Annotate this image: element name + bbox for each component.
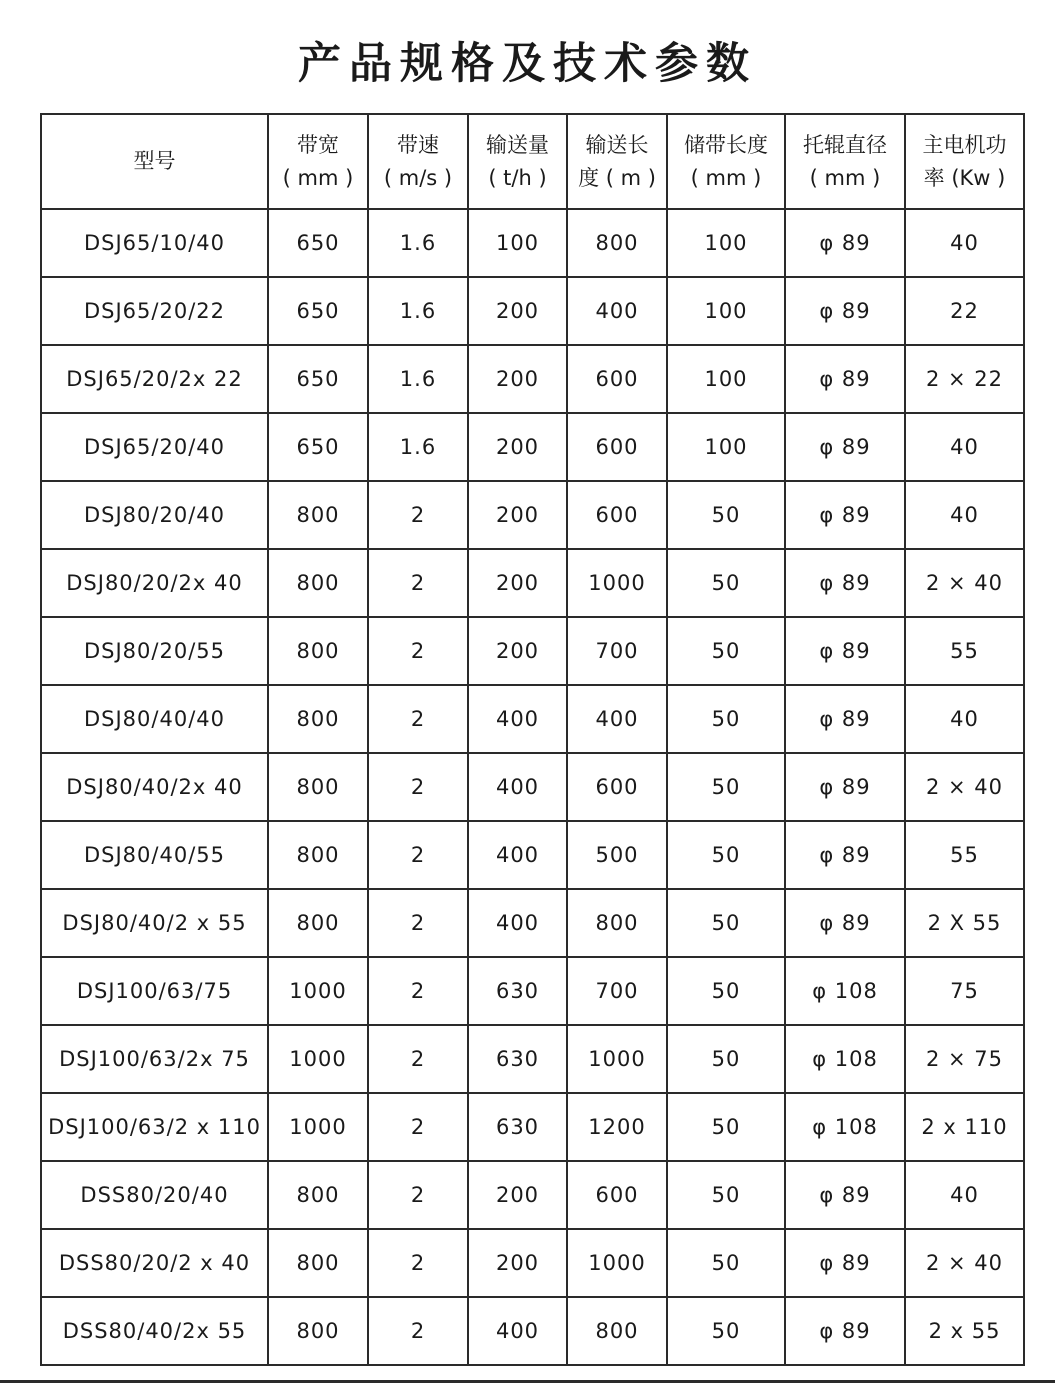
table-cell: 1000 — [567, 1229, 667, 1297]
table-row — [41, 685, 1024, 753]
table-cell: 50 — [667, 1093, 785, 1161]
model-cell: DSJ100/63/2x 75 — [41, 1025, 268, 1093]
column-header — [368, 114, 468, 209]
table-cell: 800 — [268, 1297, 368, 1365]
table-cell: 600 — [567, 1161, 667, 1229]
page-title: 产品规格及技术参数 — [298, 39, 757, 89]
table-row — [41, 413, 1024, 481]
table-cell: 800 — [268, 889, 368, 957]
table-cell: φ 108 — [785, 957, 905, 1025]
table-cell: 800 — [268, 753, 368, 821]
model-cell: DSJ80/40/2 x 55 — [41, 889, 268, 957]
table-cell: 2 — [368, 1297, 468, 1365]
spec-table — [40, 113, 1025, 1366]
table-cell: φ 89 — [785, 549, 905, 617]
column-header-line1: 带速 — [397, 132, 439, 157]
table-cell: 650 — [268, 345, 368, 413]
model-cell: DSJ80/40/2x 40 — [41, 753, 268, 821]
table-cell: 2 — [368, 685, 468, 753]
table-cell: 2 — [368, 821, 468, 889]
table-cell: 2 — [368, 1161, 468, 1229]
table-cell: 400 — [567, 685, 667, 753]
table-cell: 200 — [468, 481, 567, 549]
table-cell: 1000 — [567, 1025, 667, 1093]
table-cell: φ 89 — [785, 753, 905, 821]
column-header-line2: ( m/s ) — [383, 165, 453, 190]
table-cell: 50 — [667, 1229, 785, 1297]
table-cell: 630 — [468, 1025, 567, 1093]
table-row — [41, 549, 1024, 617]
model-cell: DSJ100/63/75 — [41, 957, 268, 1025]
table-cell: 1.6 — [368, 413, 468, 481]
table-row — [41, 209, 1024, 277]
table-cell: 50 — [667, 1161, 785, 1229]
table-cell: 50 — [667, 753, 785, 821]
table-cell: 1200 — [567, 1093, 667, 1161]
table-cell: 630 — [468, 1093, 567, 1161]
table-cell: 800 — [567, 889, 667, 957]
model-cell: DSJ80/20/40 — [41, 481, 268, 549]
table-cell: 400 — [468, 889, 567, 957]
table-cell: 200 — [468, 345, 567, 413]
table-cell: φ 108 — [785, 1093, 905, 1161]
column-header — [468, 114, 567, 209]
table-cell: 40 — [905, 685, 1024, 753]
table-cell: 2 — [368, 617, 468, 685]
table-cell: 2 — [368, 957, 468, 1025]
table-cell: 1000 — [268, 957, 368, 1025]
table-cell: 2 — [368, 481, 468, 549]
table-cell: 50 — [667, 1297, 785, 1365]
table-cell: 400 — [567, 277, 667, 345]
table-cell: 50 — [667, 685, 785, 753]
table-cell: 50 — [667, 481, 785, 549]
table-row — [41, 277, 1024, 345]
table-cell: 55 — [905, 617, 1024, 685]
table-cell: 100 — [667, 209, 785, 277]
table-cell: 650 — [268, 209, 368, 277]
table-cell: 1000 — [268, 1093, 368, 1161]
table-cell: 2 — [368, 1093, 468, 1161]
table-cell: 2 — [368, 549, 468, 617]
table-row — [41, 617, 1024, 685]
table-cell: 800 — [268, 1229, 368, 1297]
table-cell: 200 — [468, 413, 567, 481]
model-cell: DSJ65/20/22 — [41, 277, 268, 345]
table-row — [41, 345, 1024, 413]
table-row — [41, 1025, 1024, 1093]
table-cell: 200 — [468, 1229, 567, 1297]
table-cell: 700 — [567, 957, 667, 1025]
table-cell: φ 89 — [785, 209, 905, 277]
table-cell: 600 — [567, 345, 667, 413]
table-header-row — [41, 114, 1024, 209]
table-cell: 700 — [567, 617, 667, 685]
column-header-line2: ( mm ) — [690, 165, 762, 190]
table-cell: 55 — [905, 821, 1024, 889]
table-cell: φ 89 — [785, 345, 905, 413]
column-header — [785, 114, 905, 209]
table-cell: 1.6 — [368, 277, 468, 345]
table-cell: 40 — [905, 209, 1024, 277]
table-cell: 100 — [468, 209, 567, 277]
table-cell: 2 × 40 — [905, 549, 1024, 617]
column-header-line1: 主电机功 — [922, 132, 1007, 157]
table-cell: 600 — [567, 481, 667, 549]
table-cell: 630 — [468, 957, 567, 1025]
table-cell: 22 — [905, 277, 1024, 345]
table-cell: φ 89 — [785, 1161, 905, 1229]
table-cell: 400 — [468, 821, 567, 889]
table-cell: 200 — [468, 617, 567, 685]
table-cell: 800 — [567, 1297, 667, 1365]
table-cell: 800 — [567, 209, 667, 277]
column-header-line1: 型号 — [133, 149, 176, 173]
table-cell: 500 — [567, 821, 667, 889]
table-cell: 2 × 22 — [905, 345, 1024, 413]
model-cell: DSS80/40/2x 55 — [41, 1297, 268, 1365]
table-cell: φ 89 — [785, 1297, 905, 1365]
table-cell: 100 — [667, 277, 785, 345]
table-cell: φ 108 — [785, 1025, 905, 1093]
column-header-line2: ( t/h ) — [488, 165, 547, 190]
table-cell: 600 — [567, 753, 667, 821]
column-header-line2: 度 ( m ) — [578, 165, 656, 190]
column-header-line1: 输送长 — [585, 132, 649, 157]
column-header-line1: 输送量 — [486, 132, 549, 157]
table-cell: 650 — [268, 277, 368, 345]
table-row — [41, 889, 1024, 957]
table-cell: φ 89 — [785, 481, 905, 549]
model-cell: DSJ100/63/2 x 110 — [41, 1093, 268, 1161]
column-header — [567, 114, 667, 209]
table-cell: 1000 — [567, 549, 667, 617]
table-cell: 2 × 40 — [905, 753, 1024, 821]
table-cell: 40 — [905, 1161, 1024, 1229]
model-cell: DSJ80/40/55 — [41, 821, 268, 889]
model-cell: DSJ80/20/2x 40 — [41, 549, 268, 617]
column-header-line1: 托辊直径 — [803, 132, 887, 157]
table-cell: 600 — [567, 413, 667, 481]
table-cell: 200 — [468, 277, 567, 345]
table-cell: 2 × 40 — [905, 1229, 1024, 1297]
column-header — [268, 114, 368, 209]
table-cell: φ 89 — [785, 685, 905, 753]
table-row — [41, 1161, 1024, 1229]
model-cell: DSJ65/20/40 — [41, 413, 268, 481]
model-cell: DSJ80/40/40 — [41, 685, 268, 753]
table-cell: φ 89 — [785, 277, 905, 345]
table-cell: φ 89 — [785, 889, 905, 957]
table-cell: 2 — [368, 1025, 468, 1093]
table-cell: 50 — [667, 957, 785, 1025]
column-header — [667, 114, 785, 209]
table-cell: φ 89 — [785, 1229, 905, 1297]
table-cell: φ 89 — [785, 617, 905, 685]
column-header-line1: 储带长度 — [684, 132, 768, 157]
model-cell: DSJ65/10/40 — [41, 209, 268, 277]
column-header-line1: 带宽 — [297, 132, 339, 157]
model-cell: DSJ65/20/2x 22 — [41, 345, 268, 413]
table-row — [41, 1229, 1024, 1297]
table-cell: 2 x 110 — [905, 1093, 1024, 1161]
table-row — [41, 481, 1024, 549]
table-row — [41, 1093, 1024, 1161]
table-cell: 800 — [268, 685, 368, 753]
table-cell: φ 89 — [785, 413, 905, 481]
table-cell: 200 — [468, 549, 567, 617]
model-cell: DSS80/20/2 x 40 — [41, 1229, 268, 1297]
table-cell: 75 — [905, 957, 1024, 1025]
table-body — [41, 209, 1024, 1365]
table-cell: 100 — [667, 413, 785, 481]
table-cell: 800 — [268, 821, 368, 889]
table-row — [41, 821, 1024, 889]
table-cell: 800 — [268, 549, 368, 617]
table-cell: 400 — [468, 1297, 567, 1365]
table-cell: 800 — [268, 617, 368, 685]
table-cell: 200 — [468, 1161, 567, 1229]
table-cell: 800 — [268, 481, 368, 549]
table-cell: 2 × 75 — [905, 1025, 1024, 1093]
table-row — [41, 1297, 1024, 1365]
column-header-line2: ( mm ) — [809, 165, 881, 190]
table-cell: 2 — [368, 1229, 468, 1297]
table-row — [41, 957, 1024, 1025]
table-cell: 40 — [905, 481, 1024, 549]
table-cell: 40 — [905, 413, 1024, 481]
table-cell: 50 — [667, 1025, 785, 1093]
column-header-line2: 率 (Kw ) — [923, 165, 1006, 190]
table-cell: 2 — [368, 753, 468, 821]
table-cell: 2 — [368, 889, 468, 957]
table-cell: 650 — [268, 413, 368, 481]
table-cell: 50 — [667, 821, 785, 889]
table-cell: 2 X 55 — [905, 889, 1024, 957]
table-cell: 1.6 — [368, 345, 468, 413]
table-cell: 50 — [667, 889, 785, 957]
table-cell: φ 89 — [785, 821, 905, 889]
model-cell: DSS80/20/40 — [41, 1161, 268, 1229]
table-cell: 50 — [667, 617, 785, 685]
table-row — [41, 753, 1024, 821]
column-header — [41, 114, 268, 209]
column-header-line2: ( mm ) — [282, 165, 354, 190]
model-cell: DSJ80/20/55 — [41, 617, 268, 685]
table-cell: 400 — [468, 685, 567, 753]
table-cell: 1.6 — [368, 209, 468, 277]
table-cell: 800 — [268, 1161, 368, 1229]
table-cell: 2 x 55 — [905, 1297, 1024, 1365]
table-cell: 400 — [468, 753, 567, 821]
table-cell: 50 — [667, 549, 785, 617]
table-cell: 100 — [667, 345, 785, 413]
table-cell: 1000 — [268, 1025, 368, 1093]
column-header — [905, 114, 1024, 209]
bottom-divider — [0, 1380, 1055, 1383]
